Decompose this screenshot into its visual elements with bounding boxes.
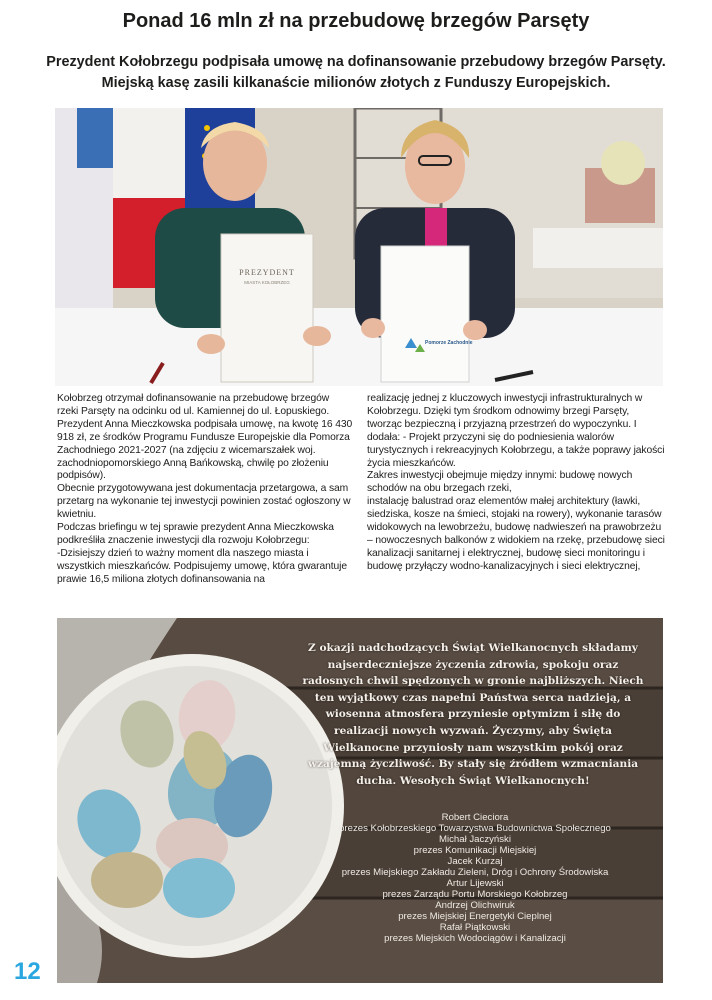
signer-name: Jacek Kurzaj [447, 856, 503, 867]
signer-role: prezes Kołobrzeskiego Towarzystwa Budownictwa Społecznego [339, 823, 611, 834]
folder-right-logo-text: Pomorze Zachodnie [425, 340, 473, 346]
easter-greeting-ad [57, 618, 663, 983]
article-body [57, 393, 663, 605]
signer-name: Andrzej Olichwiruk [435, 900, 515, 911]
paragraph: -Dzisiejszy dzień to ważny moment dla naszego miasta i wszystkich mieszkańców. Podpisujemy umowę, która gwarantuje prawie 16,5 miliona złotych dofinansowania na [57, 547, 347, 585]
signing-photo [55, 108, 663, 386]
signer-role: prezes Komunikacji Miejskiej [413, 845, 537, 856]
signer-name: Rafał Piątkowski [439, 922, 511, 933]
article-column-left [57, 393, 353, 587]
article-column-right [367, 393, 665, 574]
folder-left-subtitle: MIASTA KOŁOBRZEG [244, 280, 290, 285]
paragraph: Zakres inwestycji obejmuje między innymi: budowę nowych schodów na obu brzegach rzeki, [367, 470, 633, 495]
article-title: Ponad 16 mln zł na przebudowę brzegów Parsęty [122, 10, 590, 32]
paragraph: Podczas briefingu w tej sprawie prezydent Anna Mieczkowska podkreśliła znaczenie inwestycji dla rozwoju Kołobrzegu: [57, 522, 334, 546]
signer-name: Artur Lijewski [446, 878, 504, 889]
signer-role: prezes Miejskiej Energetyki Cieplnej [398, 911, 552, 922]
page-number: 12 [14, 958, 41, 985]
paragraph: realizację jednej z kluczowych inwestycji infrastrukturalnych w Kołobrzegu. Dzięki tym środkom odnowimy brzegi Parsęty, tworząc bezpieczną i przyjazną przestrzeń do wypoczynku. I dodała: - Projekt przyczyni się do podniesienia walorów turystycznych i rekreacyjnych Kołobrzegu, a także poprawy jakości życia mieszkańców. [367, 393, 665, 469]
signer-name: Michał Jaczyński [439, 834, 511, 845]
signer-role: prezes Miejskiego Zakładu Zieleni, Dróg i Ochrony Środowiska [341, 867, 609, 878]
greeting-text: Z okazji nadchodzących Świąt Wielkanocnych składamy najserdeczniejsze życzenia zdrowia, spokoju oraz radosnych chwil spędzonych w gronie najbliższych. Niech ten wyjątkowy czas napełni Państwa serca nadzieją, a wiosenna atmosfera przyniesie optymizm i siłę do realizacji nowych wyzwań. Życzymy, aby Święta Wielkanocne przyniosły nam wszystkim pokój oraz wzajemną życzliwość. By stały się źródłem wzmacniania ducha. Wesołych Świąt Wielkanocnych! [302, 642, 644, 787]
signer-role: prezes Miejskich Wodociągów i Kanalizacji [384, 933, 566, 944]
signer-role: prezes Zarządu Portu Morskiego Kołobrzeg [382, 889, 568, 900]
paragraph: instalację balustrad oraz elementów małej architektury (ławki, siedziska, kosze na śmieci, stojaki na rowery), wykonanie tarasów widokowych na lewobrzeżu, budowę nadwieszeń na prawobrzeżu – nowoczesnych balkonów z widokiem na rzekę, przebudowę sieci kanalizacji sanitarnej i elektrycznej, budowę sieci monitoringu i budowę przyłączy wodno-kanalizacyjnych i sieci elektrycznej, [367, 496, 665, 572]
article-lead: Prezydent Kołobrzegu podpisała umowę na dofinansowanie przebudowy brzegów Parsęty. Miejską kasę zasili kilkanaście milionów złotych z Funduszy Europejskich. [46, 54, 666, 91]
paragraph: Obecnie przygotowywana jest dokumentacja przetargowa, a sam przetarg na wykonanie tej inwestycji powinien zostać ogłoszony w kwietniu. [57, 483, 351, 521]
signers-list [325, 812, 625, 944]
folder-left-title: PREZYDENT [239, 268, 295, 277]
signer-name: Robert Cieciora [441, 812, 509, 823]
paragraph: Kołobrzeg otrzymał dofinansowanie na przebudowę brzegów rzeki Parsęty na odcinku od ul. Kamiennej do ul. Łopuskiego. Prezydent Anna Mieczkowska podpisała umowę, na kwotę 16 430 918 zł, ze środków Programu Fundusze Europejskie dla Pomorza Zachodniego 2021-2027 (na zdjęciu z wicemarszałek woj. zachodniopomorskiego Anną Bańkowską, chwilę po złożeniu podpisów). [57, 393, 353, 482]
